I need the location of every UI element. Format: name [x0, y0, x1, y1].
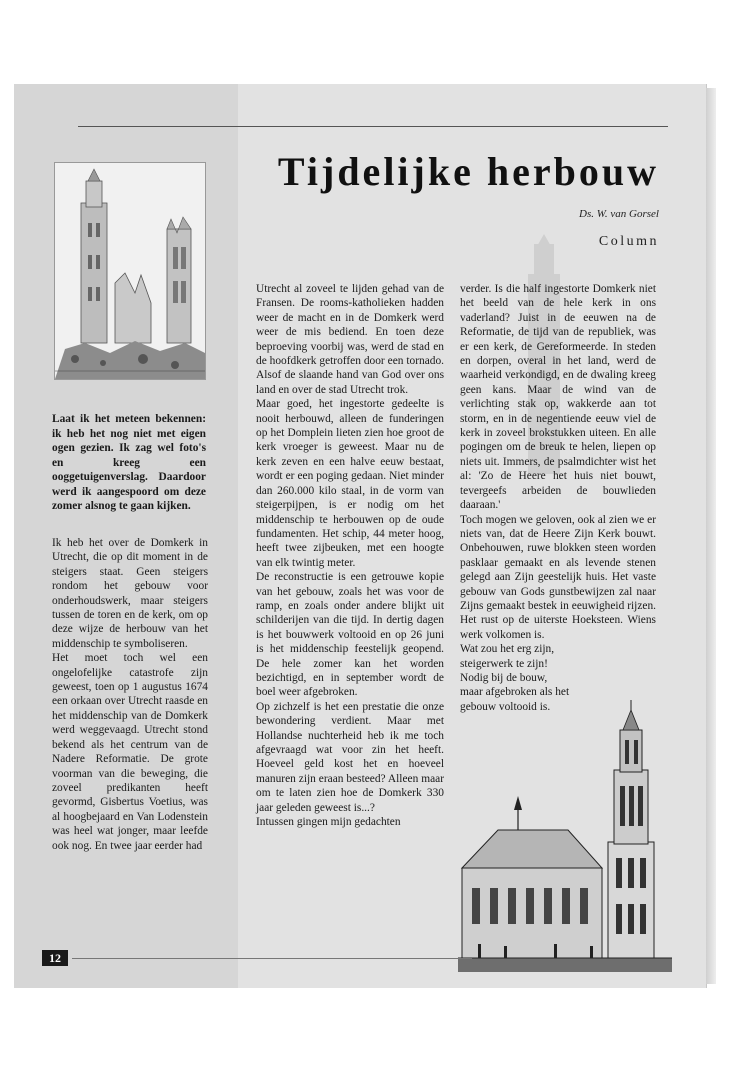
dom-tower-engraving [458, 700, 672, 972]
footer-rule [72, 958, 472, 959]
right-paragraph: Toch mogen we geloven, ook al zien we er niets van, dat de Heere Zijn Kerk bouwt. Onbehouwen, ruwe blokken steen worden pasklaar gemaakt en als levende stenen gelegd aan Zijn geestelijk huis. Het vaste gebouw van Gods gunstbewijzen zal naar Zijns gemaakt bestek in eeuwigheid rijzen. Het rust op de uiterste Hoeksteen. Wiens werk volkomen is. [460, 513, 656, 641]
right-paragraph-closing: Wat zou het erg zijn, steigerwerk te zijn! Nodig bij de bouw, maar afgebroken als het gebouw voltooid is. [460, 643, 570, 713]
lead-paragraph: Laat ik het meteen bekennen: ik heb het nog niet met eigen ogen gezien. Ik zag wel foto's en kreeg een ooggetuigenverslag. Daardoor werd ik aangespoord om deze zomer alsnog te gaan kijken. [52, 413, 206, 512]
author-byline: Ds. W. van Gorsel [579, 208, 659, 220]
magazine-page [14, 84, 707, 988]
ruins-engraving [54, 162, 206, 380]
middle-paragraph: Utrecht al zoveel te lijden gehad van de Fransen. De rooms-katholieken hadden weer de macht en in de Domkerk werd weer de mis bediend. En toen deze beproeving voorbij was, werd de stad en de hoofdkerk getroffen door een tornado. Alsof de slaande hand van God over ons land en over de stad Utrecht trok. [256, 283, 444, 396]
middle-paragraph: Op zichzelf is het een prestatie die onze bewondering verdient. Maar met Hollandse nuchterheid heb ik me toch afgevraagd wat voor zin het heeft. Hoeveel geld kost het en hoeveel manuren zijn eraan besteed? Alleen maar om te laten zien hoe de Domkerk 330 jaar geleden geweest is...? [256, 700, 444, 814]
column-left [52, 536, 208, 853]
middle-paragraph: De reconstructie is een getrouwe kopie van het gebouw, zoals het was voor de ramp, en zoals onder andere blijkt uit schilderijen van die tijd. In dertig dagen is het bouwwerk voltooid en op 26 juni is het middenschip feestelijk geopend. De hele zomer kan het worden bezichtigd, en in september wordt de boel weer afgebroken. [256, 571, 444, 699]
middle-paragraph: Intussen gingen mijn gedachten [256, 816, 401, 829]
right-paragraph: verder. Is die half ingestorte Domkerk niet het beeld van de hele kerk in ons vaderland? Juist in de eeuwen na de Reformatie, de tijd van de republiek, was er een kerk, de Gereformeerde. In steden en dorpen, overal in het land, werd de waarheid verkondigd, en de dwaling kreeg geen kans. Maar de wind van de verlichting stak op, wakkerde aan tot storm, en in de negentiende eeuw viel de kerk in zoveel brokstukken uiteen. En alle pogingen om de breuk te helen, liepen op niets uit. Immers, de psalmdichter wist het al: 'Zo de Heere het huis niet bouwt, tevergeefs arbeiden de bouwlieden daaraan.' [460, 283, 656, 512]
header-rule [78, 126, 668, 127]
section-label: Column [598, 234, 659, 249]
page-number: 12 [42, 950, 68, 966]
article-title: Tijdelijke herbouw [277, 149, 659, 194]
column-middle [256, 282, 444, 829]
middle-paragraph: Maar goed, het ingestorte gedeelte is nooit herbouwd, alleen de funderingen op het Domplein lieten zien hoe groot de kerk vroeger is geweest. Maar nu de kerk zeven en een halve eeuw bestaat, wordt er een poging gedaan. Niet minder dan 260.000 kilo staal, in de vorm van steigerpijpen, is er nodig om het middenschip te herbouwen op de oude fundamenten. Het schip, 44 meter hoog, heeft twee zijbeuken, met een hoogte van elk twintig meter. [256, 398, 444, 569]
left-paragraph: Het moet toch wel een ongelofelijke catastrofe zijn geweest, toen op 1 augustus 1674 een orkaan over Utrecht raasde en het middenschip van de Domkerk werd weggevaagd. Utrecht stond bekend als het centrum van de Nadere Reformatie. De grote voorman van die beweging, die zoveel predikanten heeft gevormd, Gisbertus Voetius, was al hoogbejaard en Van Lodenstein was heel wat jonger, maar leefde ook nog. En twee jaar eerder had [52, 652, 208, 852]
page-edge [706, 88, 716, 984]
column-right [460, 282, 656, 714]
left-paragraph: Ik heb het over de Domkerk in Utrecht, die op dit moment in de steigers staat. Geen steigers rondom het gebouw voor onderhoudswerk, maar steigers tussen de toren en de kerk, om op deze wijze de herbouw van het middenschip te symboliseren. [52, 537, 208, 650]
